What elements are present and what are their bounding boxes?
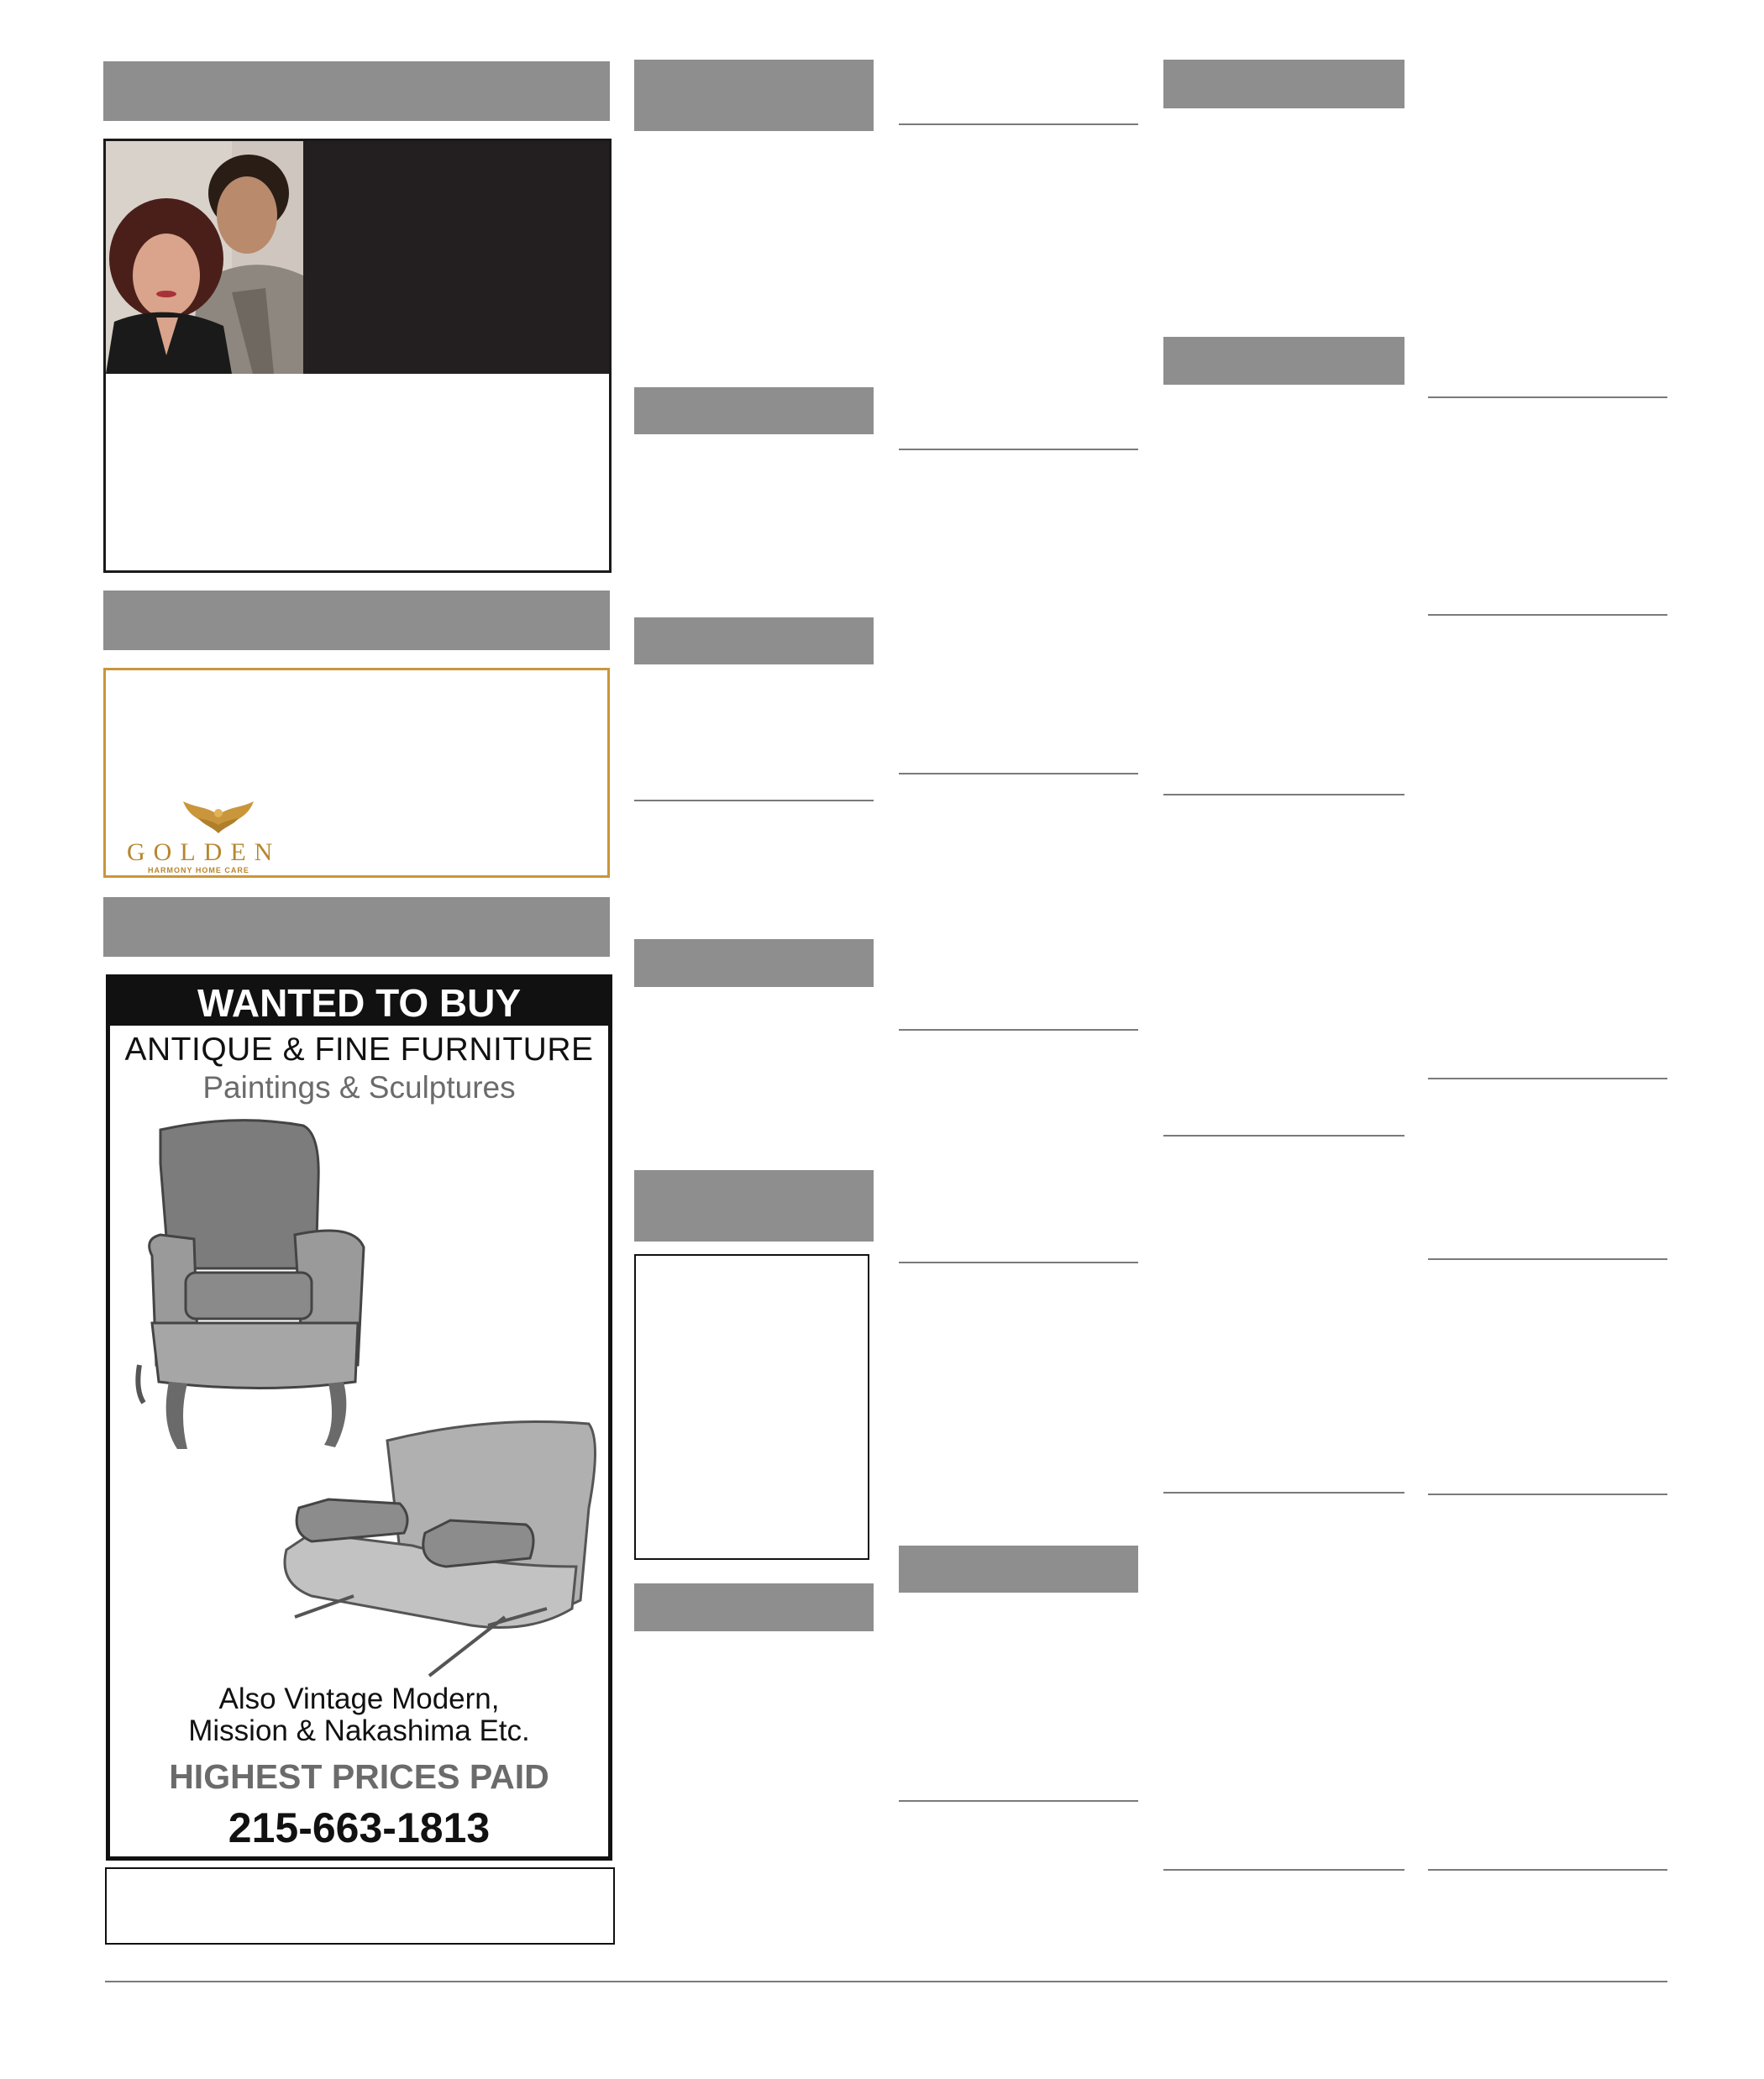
furniture-wanted-ad [106,974,612,1861]
golden-logo-tagline: HARMONY HOME CARE [148,866,249,874]
column-rule [899,1029,1138,1031]
ad-subheadline: ANTIQUE & FINE FURNITURE [124,1032,594,1068]
column-rule [899,1262,1138,1263]
golden-harmony-ad [103,668,610,878]
column-rule [1428,1078,1667,1079]
ad-also-line-1: Also Vintage Modern, [218,1683,500,1715]
footer-rule [105,1981,1667,1982]
modern-chair-image [278,1407,606,1684]
section-header-bar [634,617,874,664]
photo-advertisement [103,139,612,573]
column-rule [1163,1492,1404,1494]
section-header-bar [103,61,610,121]
column-rule [899,449,1138,450]
couple-photo [106,141,303,374]
column-rule [1163,1135,1404,1137]
section-header-bar [1163,337,1404,385]
section-header-bar [634,1170,874,1242]
column-rule [899,123,1138,125]
section-header-bar [899,1546,1138,1593]
column-rule [1428,1258,1667,1260]
golden-wings-logo-icon [181,796,255,835]
ad-prices-line: HIGHEST PRICES PAID [169,1757,549,1796]
ad-phone-number: 215-663-1813 [228,1804,491,1851]
column-rule [1163,1869,1404,1871]
column-rule [1428,1869,1667,1871]
column-rule [634,800,874,801]
armchair-image [135,1113,379,1457]
ad-subheadline-2: Paintings & Sculptures [202,1070,516,1105]
column-rule [1163,794,1404,795]
empty-ad-box [105,1867,615,1945]
ad-headline: WANTED TO BUY [110,979,608,1026]
golden-logo-name: GOLDEN [127,838,281,866]
column-rule [899,773,1138,774]
section-header-bar [1163,60,1404,108]
column-rule [1428,1494,1667,1495]
section-header-bar [634,939,874,987]
column-rule [1428,396,1667,398]
section-header-bar [103,897,610,957]
empty-ad-box [634,1254,869,1560]
section-header-bar [634,1583,874,1631]
section-header-bar [634,387,874,434]
ad-also-line-2: Mission & Nakashima Etc. [188,1714,530,1747]
section-header-bar [103,591,610,650]
column-rule [899,1800,1138,1802]
column-rule [1428,614,1667,616]
section-header-bar [634,60,874,131]
